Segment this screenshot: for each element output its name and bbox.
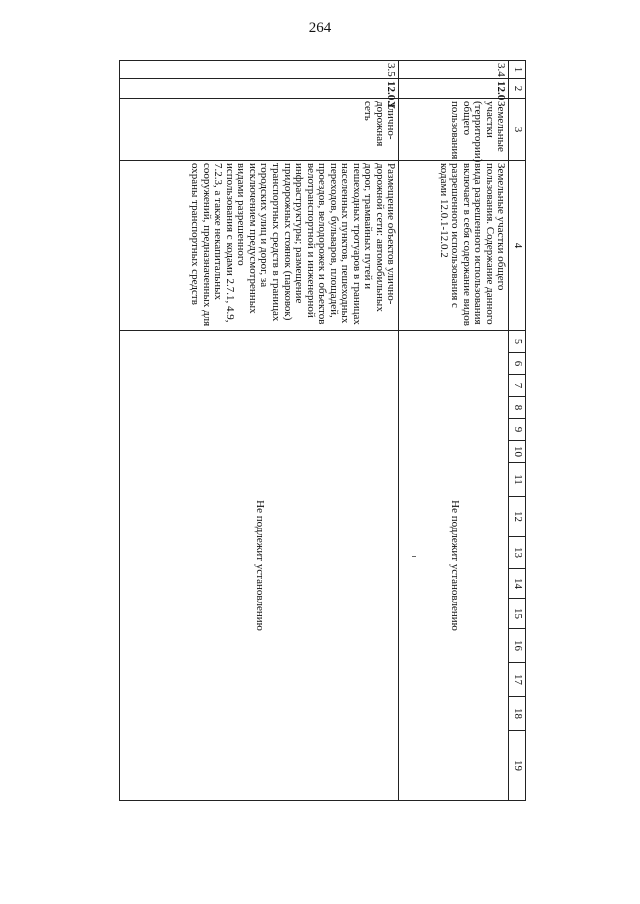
row-number: 3.5 — [120, 61, 399, 79]
col-num-10: 10 — [509, 441, 526, 463]
col-num-15: 15 — [509, 599, 526, 629]
col-num-9: 9 — [509, 419, 526, 441]
col-num-1: 1 — [509, 61, 526, 79]
row-number: 3.4 — [399, 61, 509, 79]
scan-artifact-mark — [412, 556, 416, 557]
page-number: 264 — [308, 20, 332, 36]
parameters-note: Не подлежит установлению — [120, 331, 399, 801]
column-number-row — [509, 61, 526, 801]
col-num-12: 12 — [509, 497, 526, 537]
land-use-description: Земельные участки общего пользования. Содержание данного вида разрешенного использования включает в себя содержание видов разрешенного использования с кодами 12.0.1-12.0.2 — [399, 161, 509, 331]
col-num-6: 6 — [509, 353, 526, 375]
col-num-19: 19 — [509, 731, 526, 801]
rotated-table-container — [119, 60, 526, 800]
land-use-name: Земельные участки (территории) общего пользования — [399, 99, 509, 161]
col-num-5: 5 — [509, 331, 526, 353]
col-num-13: 13 — [509, 537, 526, 569]
col-num-3: 3 — [509, 99, 526, 161]
col-num-14: 14 — [509, 569, 526, 599]
land-use-name: Улично-дорожная сеть — [120, 99, 399, 161]
col-num-8: 8 — [509, 397, 526, 419]
land-use-table — [119, 60, 526, 801]
table-row — [399, 61, 509, 801]
col-num-17: 17 — [509, 663, 526, 697]
col-num-11: 11 — [509, 463, 526, 497]
col-num-7: 7 — [509, 375, 526, 397]
table-row — [120, 61, 399, 801]
land-use-code: 12.0 — [399, 79, 509, 99]
col-num-4: 4 — [509, 161, 526, 331]
land-use-code: 12.0.1 — [120, 79, 399, 99]
col-num-16: 16 — [509, 629, 526, 663]
parameters-note: Не подлежит установлению — [399, 331, 509, 801]
col-num-18: 18 — [509, 697, 526, 731]
land-use-description: Размещение объектов улично-дорожной сети: автомобильных дорог, трамвайных путей и пешеходных тротуаров в границах населенных пунктов, пешеходных переходов, бульваров, площадей, проездов, велодорожек и объектов велотранспортной и инженерной инфраструктуры; размещение придорожных стоянок (парковок) транспортных средств в границах городских улиц и дорог, за исключением предусмотренных видами разрешенного использования с кодами 2.7.1, 4.9, 7.2.3, а также некапитальных сооружений, предназначенных для охраны транспортных средств — [120, 161, 399, 331]
col-num-2: 2 — [509, 79, 526, 99]
